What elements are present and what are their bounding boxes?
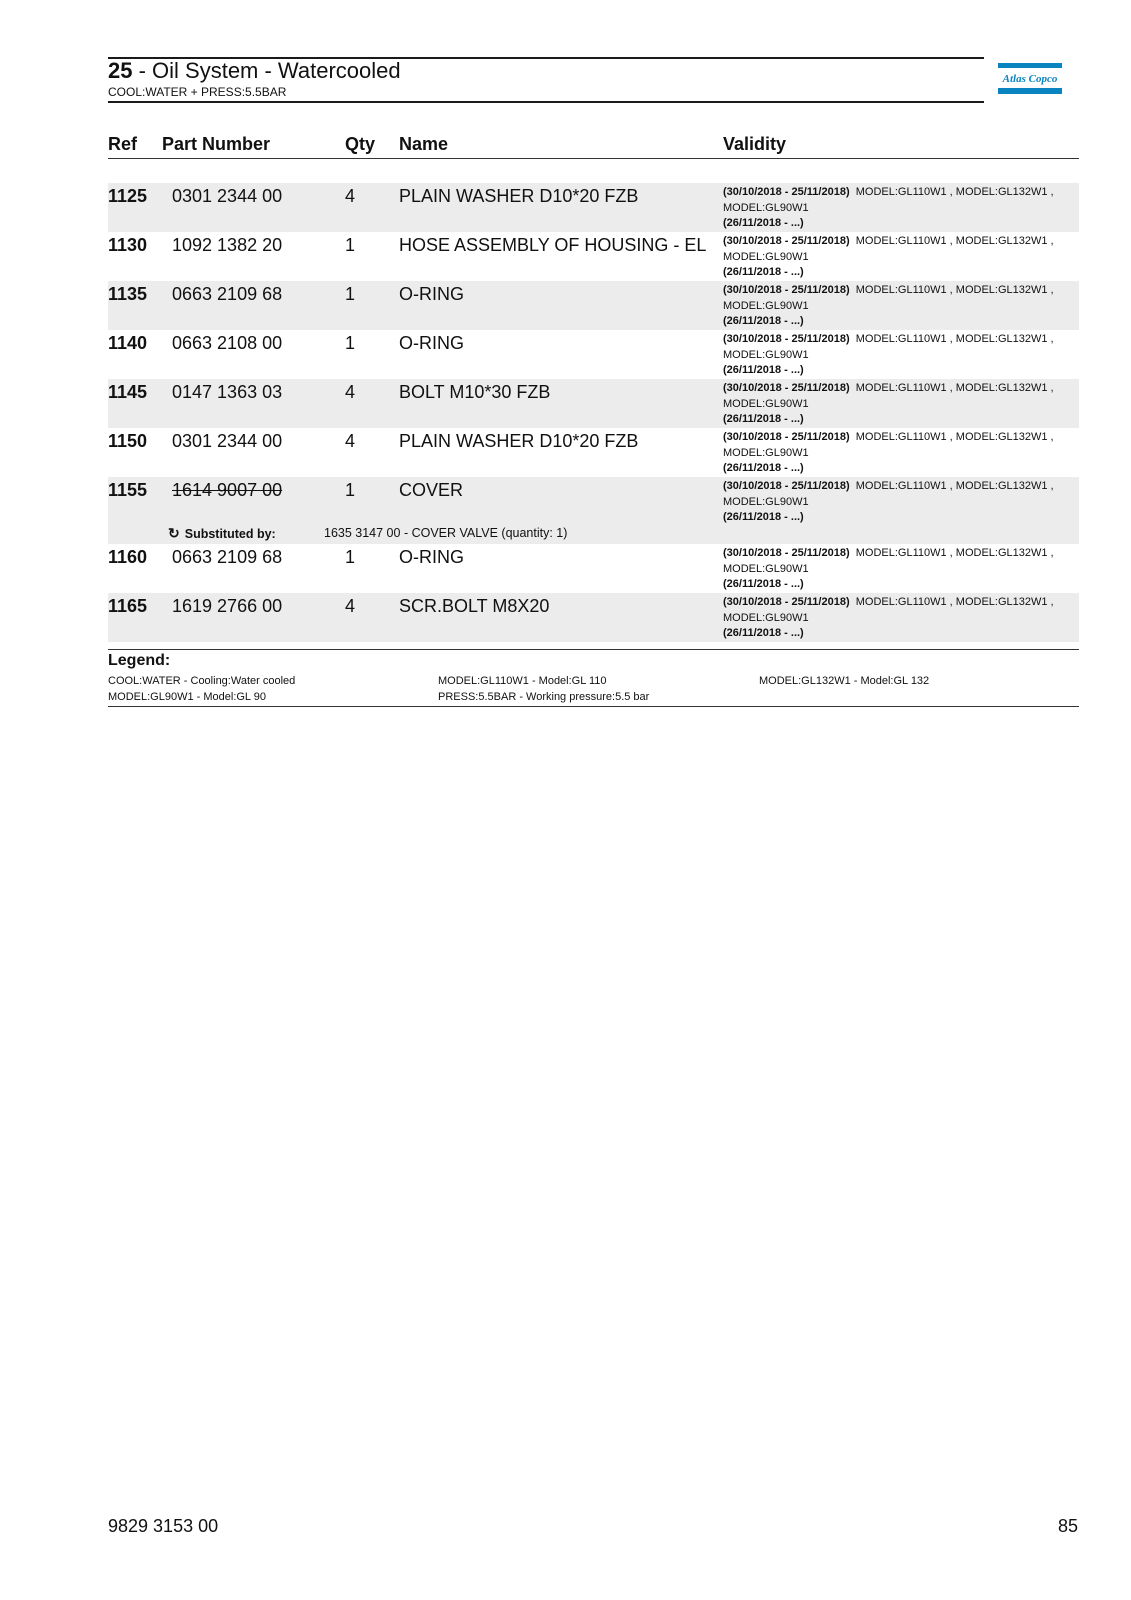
validity-models: MODEL:GL110W1 , MODEL:GL132W1 , — [855, 284, 1054, 296]
row-name: O-RING — [399, 547, 464, 567]
row-qty: 1 — [345, 480, 356, 500]
validity-models-cont: MODEL:GL90W1 — [723, 611, 809, 624]
row-part-number[interactable]: 0147 1363 03 — [172, 382, 283, 402]
section-number: 25 — [108, 58, 133, 83]
validity-models: MODEL:GL110W1 , MODEL:GL132W1 , — [855, 547, 1054, 559]
col-validity: Validity — [723, 134, 787, 154]
page-number: 85 — [1058, 1516, 1079, 1536]
table-row — [108, 544, 1079, 593]
row-ref: 1155 — [108, 480, 148, 500]
validity-date-open: (26/11/2018 - ...) — [723, 462, 804, 474]
row-qty: 1 — [345, 235, 356, 255]
row-ref: 1145 — [108, 382, 148, 402]
validity-models: MODEL:GL110W1 , MODEL:GL132W1 , — [855, 333, 1054, 345]
legend-item: MODEL:GL132W1 - Model:GL 132 — [759, 675, 930, 687]
validity-models-cont: MODEL:GL90W1 — [723, 397, 809, 410]
table-bottom-rule — [108, 649, 1079, 650]
validity-models: MODEL:GL110W1 , MODEL:GL132W1 , — [855, 480, 1054, 492]
row-qty: 4 — [345, 382, 356, 402]
table-row — [108, 593, 1079, 642]
legend-item: MODEL:GL90W1 - Model:GL 90 — [108, 691, 266, 703]
substituted-value[interactable]: 1635 3147 00 - COVER VALVE (quantity: 1) — [324, 526, 568, 540]
row-validity — [723, 546, 1054, 593]
legend-item: COOL:WATER - Cooling:Water cooled — [108, 675, 296, 687]
row-ref: 1125 — [108, 186, 148, 206]
legend-bottom-rule — [108, 706, 1079, 707]
row-part-number[interactable]: 1092 1382 20 — [172, 235, 283, 255]
validity-date-range: (30/10/2018 - 25/11/2018) — [723, 596, 850, 608]
row-qty: 1 — [345, 333, 356, 353]
validity-models: MODEL:GL110W1 , MODEL:GL132W1 , — [855, 431, 1054, 443]
validity-date-range: (30/10/2018 - 25/11/2018) — [723, 431, 850, 443]
validity-date-range: (30/10/2018 - 25/11/2018) — [723, 284, 850, 296]
validity-models-cont: MODEL:GL90W1 — [723, 348, 809, 361]
document-number: 9829 3153 00 — [108, 1516, 219, 1536]
validity-date-open: (26/11/2018 - ...) — [723, 217, 804, 229]
header-bottom-rule — [108, 101, 984, 103]
row-part-number-superseded[interactable]: 1614 9007 00 — [172, 480, 283, 500]
col-ref: Ref — [108, 134, 138, 154]
validity-models-cont: MODEL:GL90W1 — [723, 562, 809, 575]
page-title — [108, 58, 401, 84]
validity-models: MODEL:GL110W1 , MODEL:GL132W1 , — [855, 382, 1054, 394]
row-validity — [723, 332, 1054, 379]
row-part-number[interactable]: 0663 2109 68 — [172, 284, 283, 304]
table-row — [108, 330, 1079, 379]
row-validity — [723, 381, 1054, 428]
table-row — [108, 281, 1079, 330]
validity-models-cont: MODEL:GL90W1 — [723, 201, 809, 214]
row-name: SCR.BOLT M8X20 — [399, 596, 550, 616]
row-ref: 1160 — [108, 547, 148, 567]
row-qty: 4 — [345, 431, 356, 451]
validity-date-range: (30/10/2018 - 25/11/2018) — [723, 186, 850, 198]
section-title: - Oil System - Watercooled — [132, 58, 401, 83]
row-qty: 4 — [345, 186, 356, 206]
header-rule — [108, 158, 1079, 159]
validity-date-open: (26/11/2018 - ...) — [723, 413, 804, 425]
row-ref: 1165 — [108, 596, 148, 616]
validity-models-cont: MODEL:GL90W1 — [723, 299, 809, 312]
row-validity — [723, 479, 1054, 526]
validity-date-open: (26/11/2018 - ...) — [723, 364, 804, 376]
row-validity — [723, 234, 1054, 281]
legend-title: Legend: — [108, 652, 171, 669]
validity-date-open: (26/11/2018 - ...) — [723, 578, 804, 590]
col-qty: Qty — [345, 134, 376, 154]
row-validity — [723, 185, 1054, 232]
row-ref: 1150 — [108, 431, 148, 451]
table-row — [108, 183, 1079, 232]
validity-date-open: (26/11/2018 - ...) — [723, 315, 804, 327]
row-name: PLAIN WASHER D10*20 FZB — [399, 431, 639, 451]
table-row — [108, 428, 1079, 477]
legend-item: MODEL:GL110W1 - Model:GL 110 — [438, 675, 607, 687]
validity-models: MODEL:GL110W1 , MODEL:GL132W1 , — [855, 596, 1054, 608]
substituted-label — [168, 525, 276, 542]
table-row — [108, 379, 1079, 428]
row-name: BOLT M10*30 FZB — [399, 382, 551, 402]
validity-date-range: (30/10/2018 - 25/11/2018) — [723, 480, 850, 492]
validity-date-open: (26/11/2018 - ...) — [723, 511, 804, 523]
row-part-number[interactable]: 0301 2344 00 — [172, 431, 283, 451]
table-row — [108, 232, 1079, 281]
validity-models: MODEL:GL110W1 , MODEL:GL132W1 , — [855, 235, 1054, 247]
validity-date-open: (26/11/2018 - ...) — [723, 627, 804, 639]
row-validity — [723, 283, 1054, 330]
row-name: O-RING — [399, 333, 464, 353]
atlas-copco-logo — [998, 63, 1062, 94]
legend-item: PRESS:5.5BAR - Working pressure:5.5 bar — [438, 691, 650, 703]
row-part-number[interactable]: 0663 2108 00 — [172, 333, 283, 353]
row-ref: 1130 — [108, 235, 148, 255]
validity-date-range: (30/10/2018 - 25/11/2018) — [723, 382, 850, 394]
col-name: Name — [399, 134, 449, 154]
row-part-number[interactable]: 0663 2109 68 — [172, 547, 283, 567]
logo-text: Atlas Copco — [1002, 73, 1058, 85]
validity-date-open: (26/11/2018 - ...) — [723, 266, 804, 278]
validity-models: MODEL:GL110W1 , MODEL:GL132W1 , — [855, 186, 1054, 198]
row-part-number[interactable]: 1619 2766 00 — [172, 596, 283, 616]
row-qty: 1 — [345, 284, 356, 304]
table-row — [108, 477, 1079, 544]
validity-date-range: (30/10/2018 - 25/11/2018) — [723, 235, 850, 247]
row-ref: 1140 — [108, 333, 148, 353]
validity-date-range: (30/10/2018 - 25/11/2018) — [723, 333, 850, 345]
validity-models-cont: MODEL:GL90W1 — [723, 495, 809, 508]
row-name: PLAIN WASHER D10*20 FZB — [399, 186, 639, 206]
row-qty: 1 — [345, 547, 356, 567]
row-ref: 1135 — [108, 284, 148, 304]
substituted-label-text: Substituted by: — [184, 527, 276, 541]
row-name: HOSE ASSEMBLY OF HOUSING - EL — [399, 235, 707, 255]
row-name: COVER — [399, 480, 464, 500]
validity-models-cont: MODEL:GL90W1 — [723, 250, 809, 263]
validity-date-range: (30/10/2018 - 25/11/2018) — [723, 547, 850, 559]
row-part-number[interactable]: 0301 2344 00 — [172, 186, 283, 206]
row-name: O-RING — [399, 284, 464, 304]
validity-models-cont: MODEL:GL90W1 — [723, 446, 809, 459]
col-part-number: Part Number — [162, 134, 271, 154]
row-qty: 4 — [345, 596, 356, 616]
refresh-icon: ↻ — [168, 525, 180, 541]
row-validity — [723, 595, 1054, 642]
page-subtitle: COOL:WATER + PRESS:5.5BAR — [108, 85, 287, 99]
row-validity — [723, 430, 1054, 477]
